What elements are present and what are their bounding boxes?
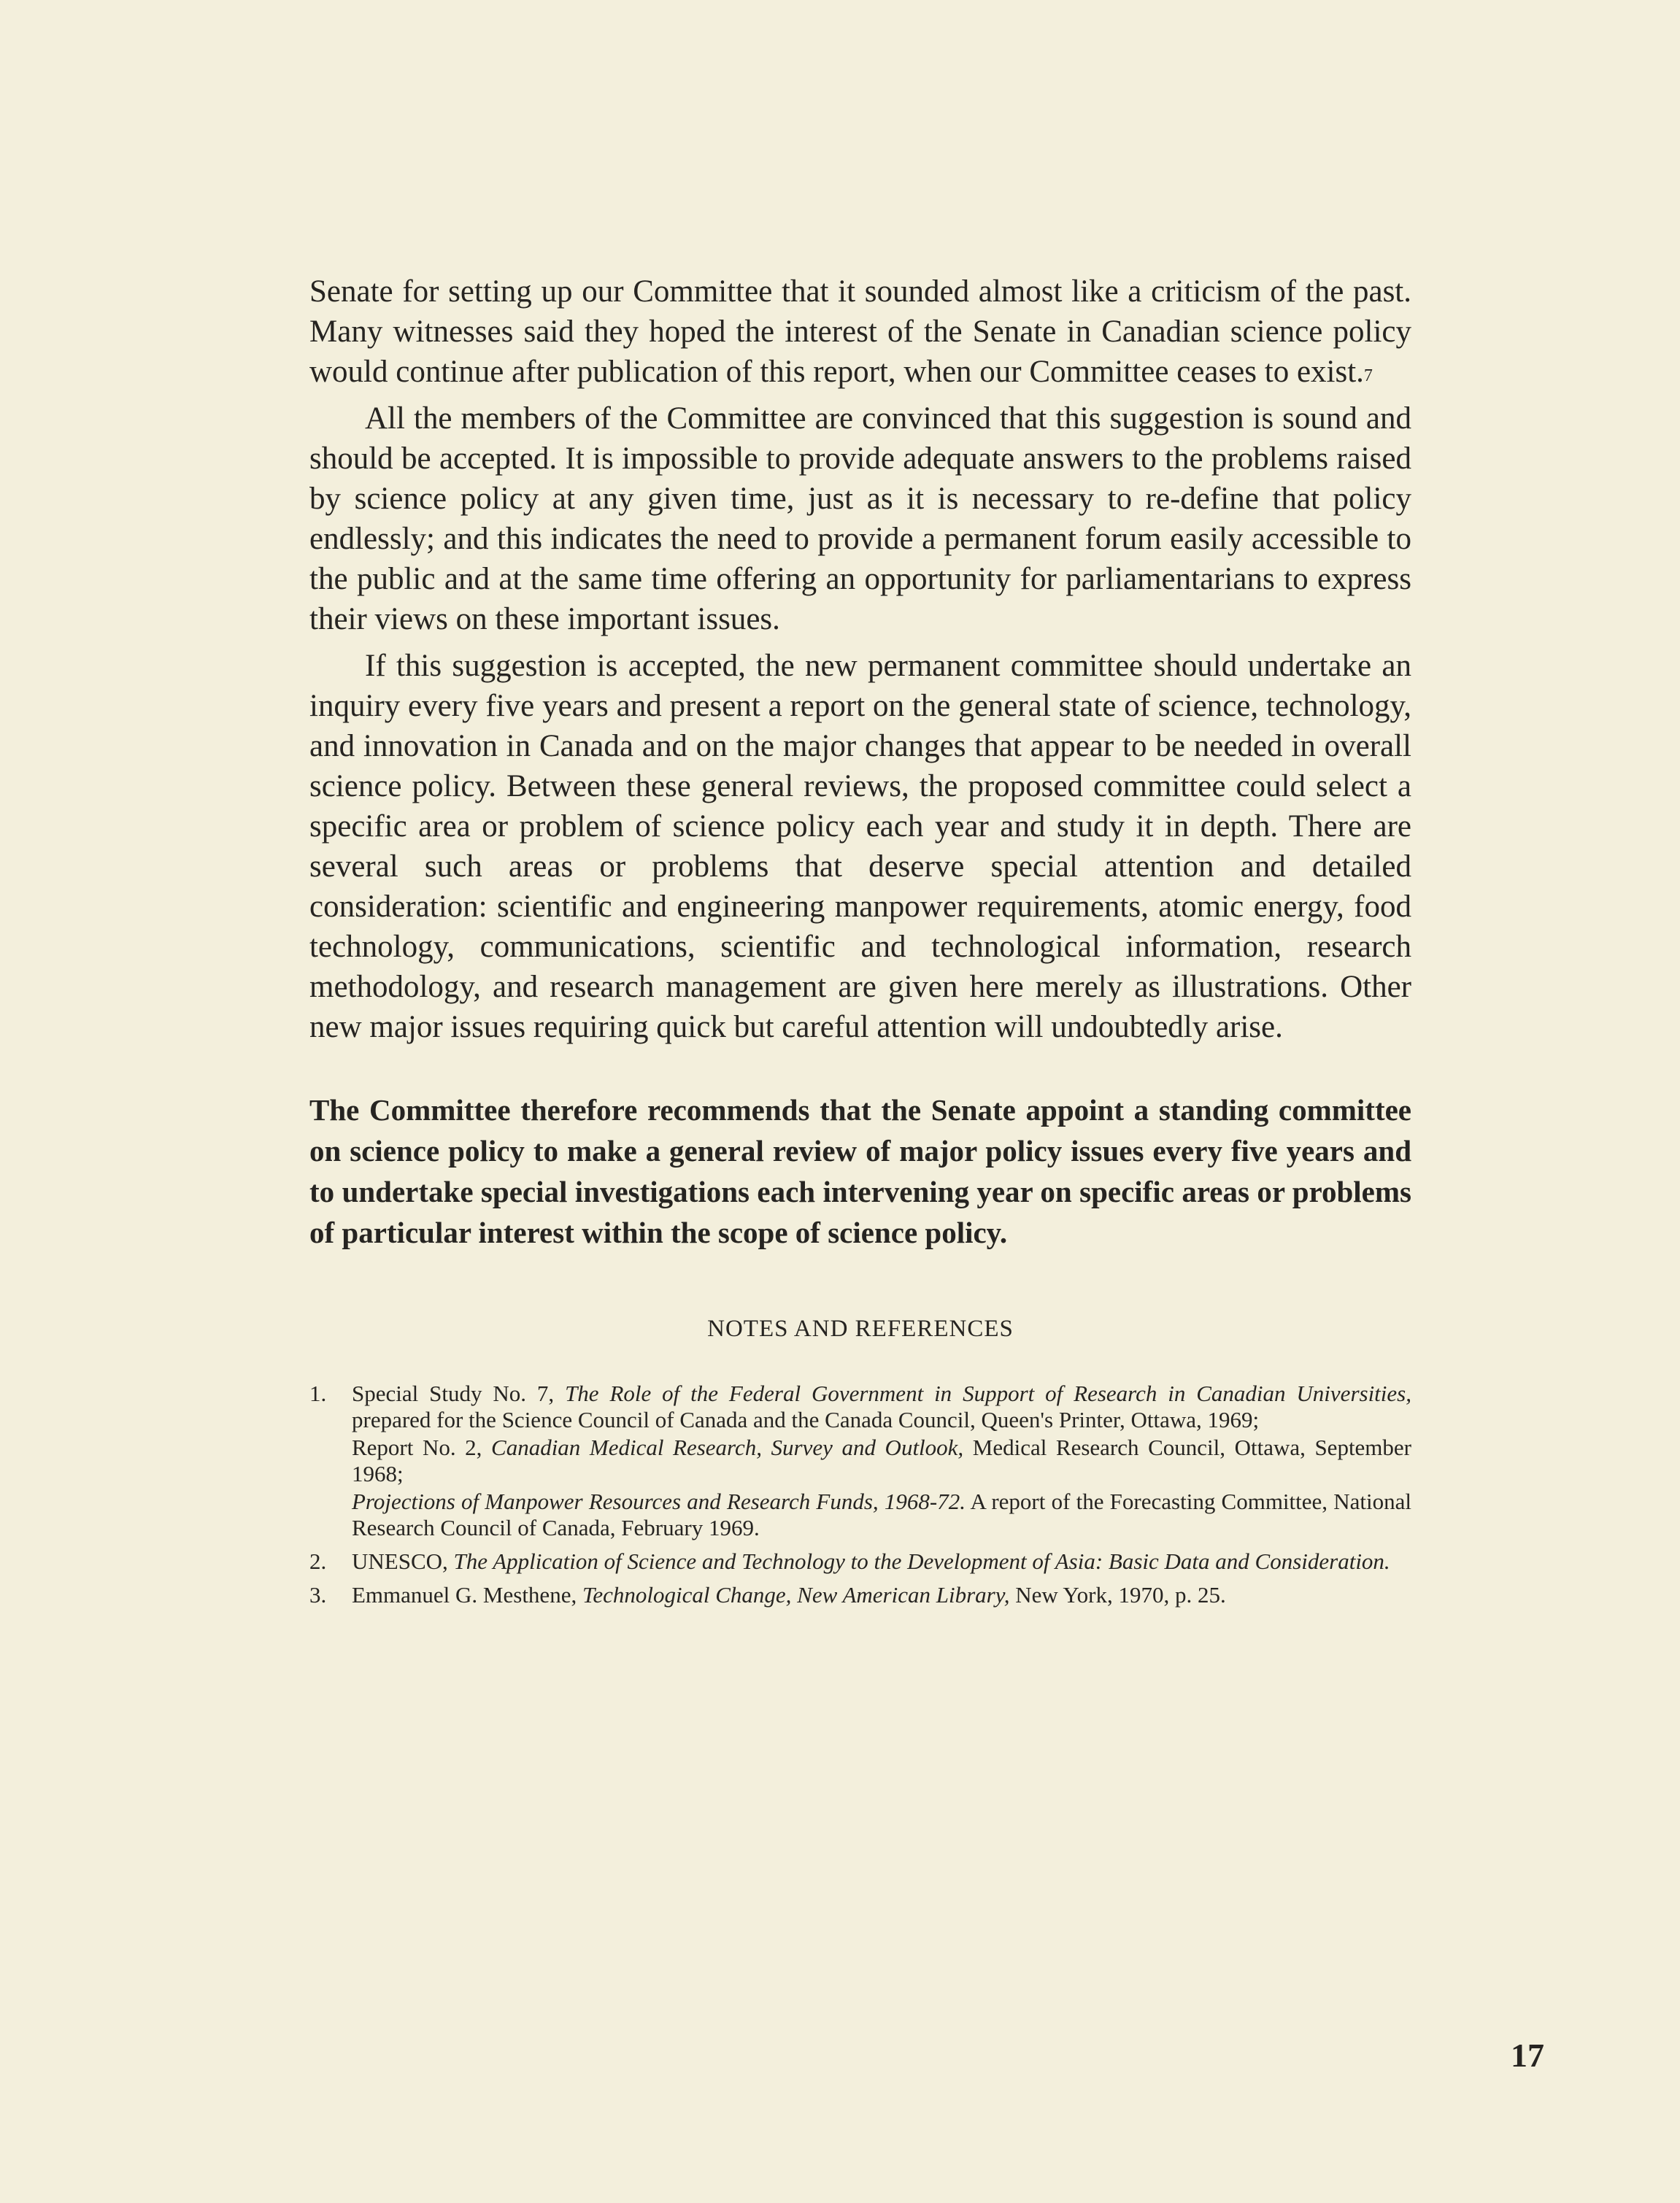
note-1-entry-a — [352, 1381, 1411, 1433]
note-text: prepared for the Science Council of Canada and the Canada Council, Queen's Printer, Ottawa, 1969; — [352, 1407, 1260, 1432]
note-title: The Application of Science and Technology to the Development of Asia: Basic Data and Consideration. — [453, 1548, 1390, 1574]
notes-heading: NOTES AND REFERENCES — [707, 1316, 1014, 1342]
footnote-reference: 7 — [1363, 366, 1373, 385]
note-item-1 — [309, 1381, 1411, 1541]
note-number: 3. — [309, 1582, 327, 1608]
body-paragraph-3: If this suggestion is accepted, the new permanent committee should undertake an inquiry every five years and present a report on the general state of science, technology, and innovation in Canada and on the major changes that appear to be needed in overall science policy. Between these general reviews, the proposed committee could select a specific area or problem of science policy each year and study it in depth. There are several such areas or problems that deserve special attention and detailed consideration: scientific and engineering manpower requirements, atomic energy, food technology, communications, scientific and technological information, research methodology, and research management are given here merely as illustrations. Other new major issues requiring quick but careful attention will undoubtedly arise. — [309, 649, 1411, 1044]
note-1-entry-b — [352, 1435, 1411, 1487]
note-text: UNESCO, — [352, 1548, 454, 1574]
note-text: New York, 1970, p. 25. — [1009, 1582, 1226, 1608]
note-text: Report No. 2, — [352, 1435, 492, 1460]
note-number: 2. — [309, 1548, 327, 1574]
body-paragraph-2: All the members of the Committee are convinced that this suggestion is sound and should be accepted. It is impossible to provide adequate answers to the problems raised by science policy at any given time, just as it is necessary to re-define that policy endlessly; and this indicates the need to provide a permanent forum easily accessible to the public and at the same time offering an opportunity for parliamentarians to express their views on these important issues. — [309, 401, 1411, 636]
page-number: 17 — [1511, 2037, 1544, 2074]
note-2-entry — [352, 1548, 1411, 1575]
note-title: Projections of Manpower Resources and Research Funds, 1968-72. — [352, 1489, 966, 1514]
note-3-entry — [352, 1582, 1411, 1608]
note-title: The Role of the Federal Government in Support of Research in Canadian Universities, — [565, 1381, 1411, 1406]
note-item-3 — [309, 1582, 1411, 1608]
paragraph-text: Senate for setting up our Committee that it sounded almost like a criticism of the past. Many witnesses said they hoped the interest of the Senate in Canadian science policy would continue after publication of this report, when our Committee ceases to exist. — [309, 274, 1411, 389]
note-text: Special Study No. 7, — [352, 1381, 566, 1406]
note-title: Technological Change, New American Library, — [582, 1582, 1010, 1608]
note-number: 1. — [309, 1381, 327, 1406]
body-paragraph-1 — [309, 271, 1411, 392]
recommendation-text: The Committee therefore recommends that the Senate appoint a standing committee on science policy to make a general review of major policy issues every five years and to undertake special investigations each intervening year on specific areas or problems of particular interest within the scope of science policy. — [309, 1093, 1411, 1249]
note-1-entry-c — [352, 1489, 1411, 1541]
note-title: Canadian Medical Research, Survey and Outlook, — [491, 1435, 964, 1460]
notes-list — [309, 1381, 1411, 1608]
page-content — [309, 271, 1411, 1616]
note-item-2 — [309, 1548, 1411, 1575]
note-text: A report of the Forecasting Committee, National Research Council of Canada, February 1969. — [352, 1489, 1411, 1540]
note-text: Emmanuel G. Mesthene, — [352, 1582, 582, 1608]
note-text: Medical Research Council, Ottawa, September 1968; — [352, 1435, 1412, 1486]
